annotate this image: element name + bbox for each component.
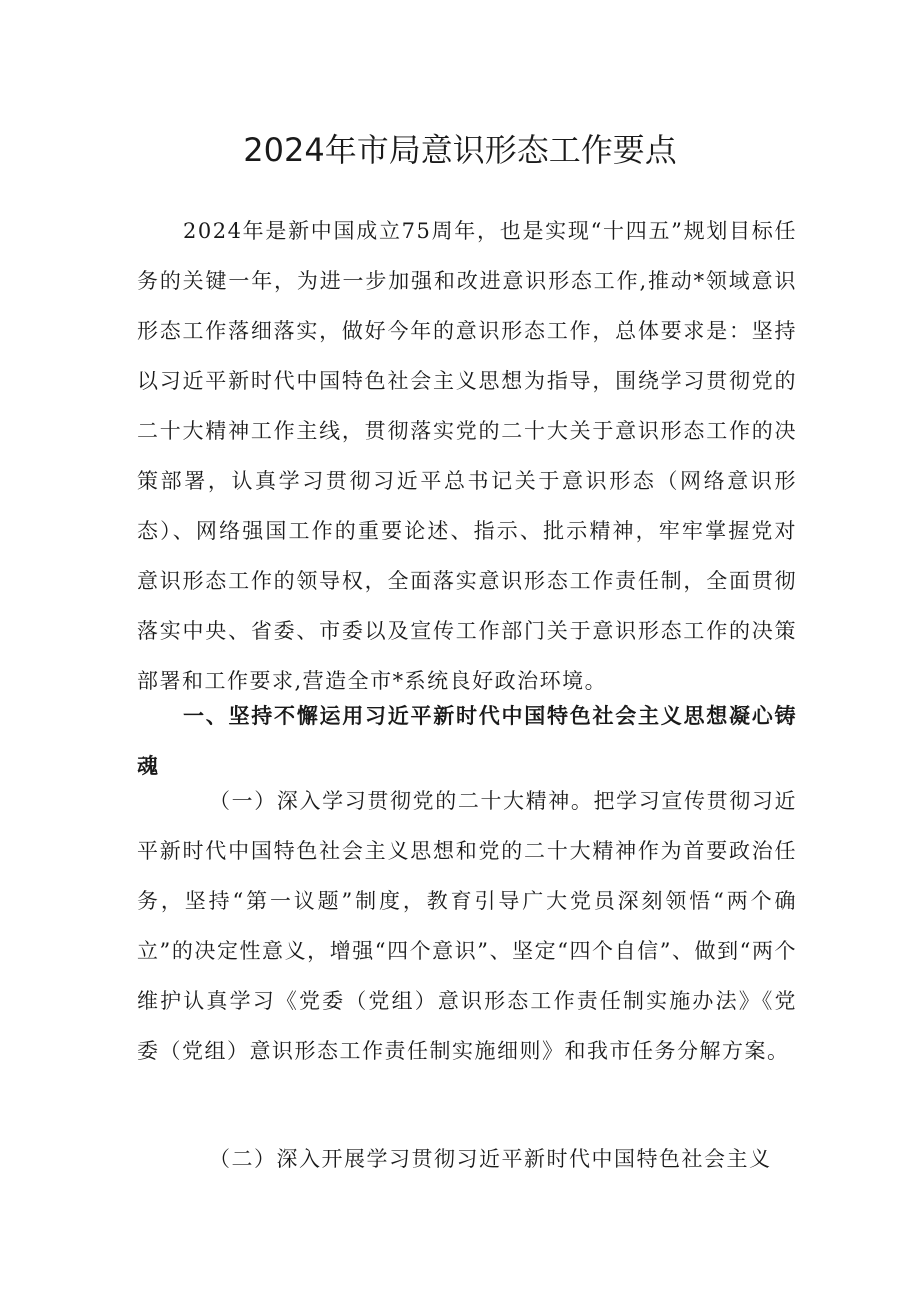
item-paragraph-2: （二）深入开展学习贯彻习近平新时代中国特色社会主义 xyxy=(209,1147,772,1171)
intro-paragraph: 2024年是新中国成立75周年，也是实现“十四五”规划目标任务的关键一年，为进一步加强和改进意识形态工作,推动*领域意识形态工作落细落实，做好今年的意识形态工作，总体要求是：坚持以习近平新时代中国特色社会主义思想为指导，围绕学习贯彻党的二十大精神工作主线，贯彻落实党的二十大关于意识形态工作的决策部署，认真学习贯彻习近平总书记关于意识形态（网络意识形态）、网络强国工作的重要论述、指示、批示精神，牢牢掌握党对意识形态工作的领导权，全面落实意识形态工作责任制，全面贯彻落实中央、省委、市委以及宣传工作部门关于意识形态工作的决策部署和工作要求,营造全市*系统良好政治环境。 xyxy=(137,219,797,693)
document-title: 2024年市局意识形态工作要点 xyxy=(243,131,677,169)
section-heading: 一、坚持不懈运用习近平新时代中国特色社会主义思想凝心铸魂 xyxy=(137,704,797,778)
item-paragraph-1: （一）深入学习贯彻党的二十大精神。把学习宣传贯彻习近平新时代中国特色社会主义思想和党的二十大精神作为首要政治任务，坚持“第一议题”制度，教育引导广大党员深刻领悟“两个确立”的决定性意义，增强“四个意识”、坚定“四个自信”、做到“两个维护认真学习《党委（党组）意识形态工作责任制实施办法》《党委（党组）意识形态工作责任制实施细则》和我市任务分解方案。 xyxy=(137,789,797,1063)
